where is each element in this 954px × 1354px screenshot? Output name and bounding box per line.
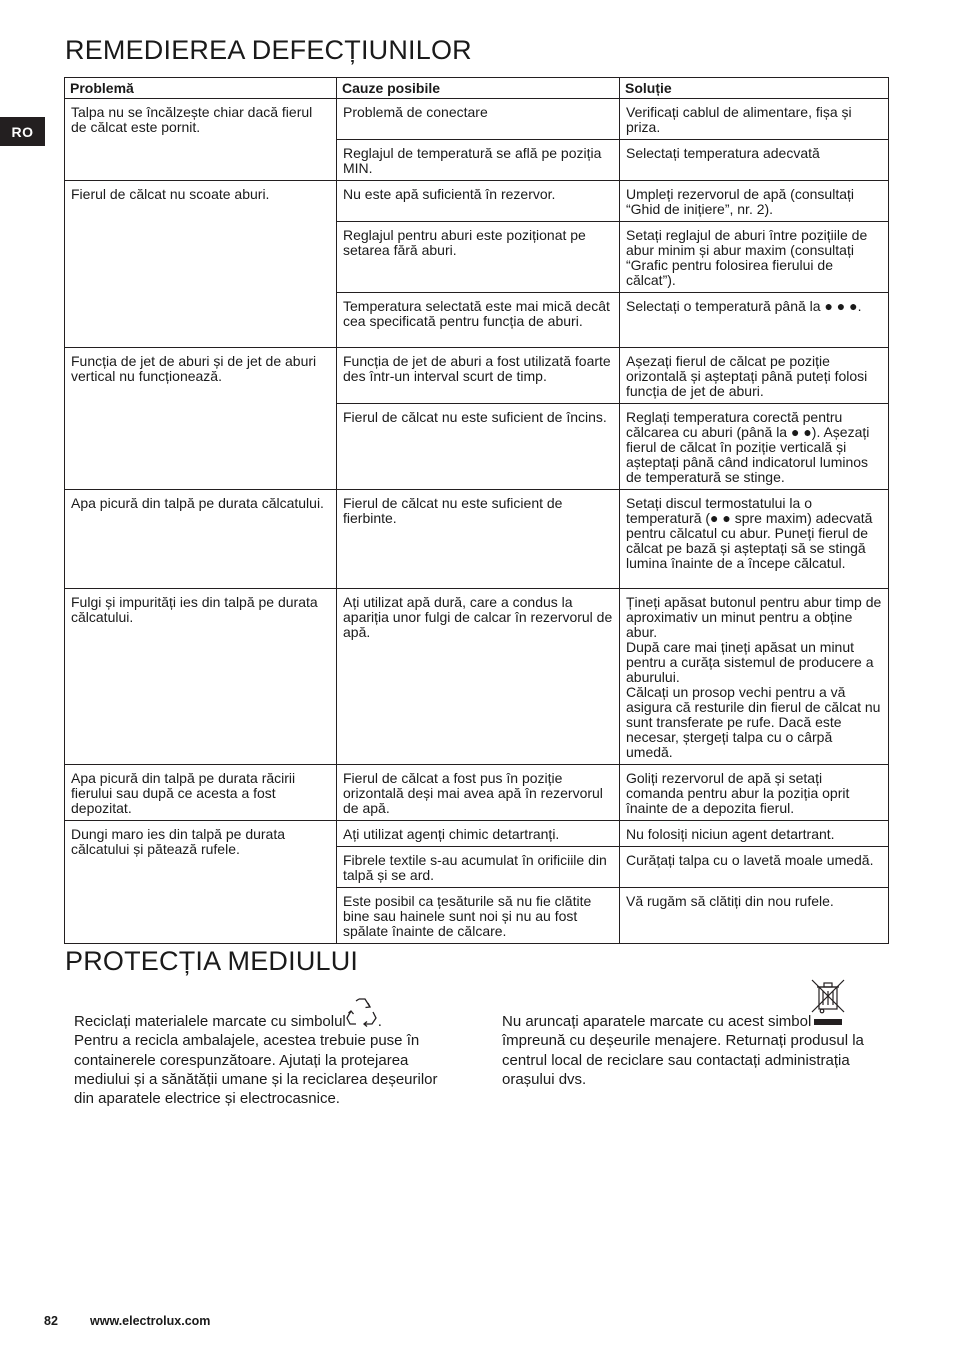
cause-cell: Reglajul de temperatură se află pe poziția MIN. [337,140,620,181]
table-row [65,99,889,140]
header-problem: Problemă [65,78,337,99]
header-causes: Cauze posibile [337,78,620,99]
solution-cell: Setați reglajul de aburi între pozițiile de abur minim și abur maxim (consultați “Grafic pentru folosirea fierului de călcat”). [620,222,889,293]
cause-cell: Este posibil ca țesăturile să nu fie clătite bine sau hainele sunt noi și nu au fost spălate înainte de călcare. [337,888,620,944]
weee-body-text: împreună cu deșeurile menajere. Returnați produsul la centrul local de reciclare sau contactați administrația orașului dvs. [502,1032,864,1088]
language-tab: RO [0,117,45,146]
cause-cell: Funcția de jet de aburi a fost utilizată foarte des într-un interval scurt de timp. [337,348,620,404]
solution-cell: Setați discul termostatului la o temperatură (● ● spre maxim) adecvată pentru călcatul cu abur. Puneți fierul de călcat pe bază și așteptați să se stingă lumina înainte de a începe călcatul. [620,490,889,589]
solution-cell: Reglați temperatura corectă pentru călcarea cu aburi (până la ● ●). Așezați fierul de călcat în poziție verticală și așteptați până când indicatorul luminos de temperatură se stinge. [620,404,889,490]
solution-cell: Verificați cablul de alimentare, fișa și priza. [620,99,889,140]
recycle-lead-period: . [377,1013,382,1030]
table-row [65,181,889,222]
cause-cell: Nu este apă suficientă în rezervor. [337,181,620,222]
problem-cell: Fierul de călcat nu scoate aburi. [65,181,337,348]
solution-cell: Selectați temperatura adecvată [620,140,889,181]
recycle-body-text: Pentru a recicla ambalajele, acestea trebuie puse în containerele corespunzătoare. Ajutați la protejarea mediului și a sănătății umane și la reciclarea deșeurilor din aparatele electrice și electrocasnice. [74,1032,438,1108]
solution-cell: Goliți rezervorul de apă și setați comanda pentru abur la poziția oprit înainte de a depozita fierul. [620,765,889,821]
cause-cell: Ați utilizat apă dură, care a condus la apariția unor fulgi de calcar în rezervorul de apă. [337,589,620,765]
cause-cell: Fierul de călcat a fost pus în poziție orizontală deși mai avea apă în rezervorul de apă. [337,765,620,821]
solution-cell: Selectați o temperatură până la ● ● ●. [620,293,889,348]
solution-cell: Vă rugăm să clătiți din nou rufele. [620,888,889,944]
cause-cell: Problemă de conectare [337,99,620,140]
solution-cell: Curățați talpa cu o lavetă moale umedă. [620,847,889,888]
problem-cell: Apa picură din talpă pe durata călcatului. [65,490,337,589]
cause-cell: Fierul de călcat nu este suficient de încins. [337,404,620,490]
table-header-row [65,78,889,99]
weee-lead-text: Nu aruncați aparatele marcate cu acest simbol [502,1013,812,1030]
page-number: 82 [44,1314,58,1328]
cause-cell: Temperatura selectată este mai mică decât cea specificată pentru funcția de aburi. [337,293,620,348]
cause-cell: Reglajul pentru aburi este poziționat pe setarea fără aburi. [337,222,620,293]
cause-cell: Fierul de călcat nu este suficient de fierbinte. [337,490,620,589]
table-row [65,490,889,589]
table-row [65,348,889,404]
recycle-lead-text: Reciclați materialele marcate cu simbolul [74,1013,346,1030]
cause-cell: Ați utilizat agenți chimic detartranți. [337,821,620,847]
table-row [65,765,889,821]
table-row [65,821,889,847]
troubleshooting-title: REMEDIEREA DEFECȚIUNILOR [65,35,472,65]
recycle-paragraph [74,1012,449,1108]
cause-cell: Fibrele textile s-au acumulat în orificiile din talpă și se ard. [337,847,620,888]
table-row [65,589,889,765]
solution-cell: Țineți apăsat butonul pentru abur timp de aproximativ un minut pentru a obține abur. După care mai țineți apăsat un minut pentru a curăța sistemul de producere a aburului. Călcați un prosop vechi pentru a vă asigura că resturile din fierul de călcat nu sunt transferate pe rufe. Dacă este necesar, ștergeți talpa cu o cârpă umedă. [620,589,889,765]
solution-cell: Așezați fierul de călcat pe poziție orizontală și așteptați până puteți folosi funcția de jet de aburi. [620,348,889,404]
weee-paragraph [502,1012,882,1089]
problem-cell: Apa picură din talpă pe durata răcirii fierului sau după ce acesta a fost depozitat. [65,765,337,821]
footer-url[interactable]: www.electrolux.com [90,1314,211,1328]
solution-cell: Nu folosiți niciun agent detartrant. [620,821,889,847]
problem-cell: Fulgi și impurități ies din talpă pe durata călcatului. [65,589,337,765]
problem-cell: Dungi maro ies din talpă pe durata călcatului și pătează rufele. [65,821,337,944]
problem-cell: Funcția de jet de aburi și de jet de aburi vertical nu funcționează. [65,348,337,490]
problem-cell: Talpa nu se încălzește chiar dacă fierul de călcat este pornit. [65,99,337,181]
environment-title: PROTECȚIA MEDIULUI [65,946,359,976]
solution-cell: Umpleți rezervorul de apă (consultați “Ghid de inițiere”, nr. 2). [620,181,889,222]
header-solution: Soluție [620,78,889,99]
troubleshooting-table [64,77,889,944]
